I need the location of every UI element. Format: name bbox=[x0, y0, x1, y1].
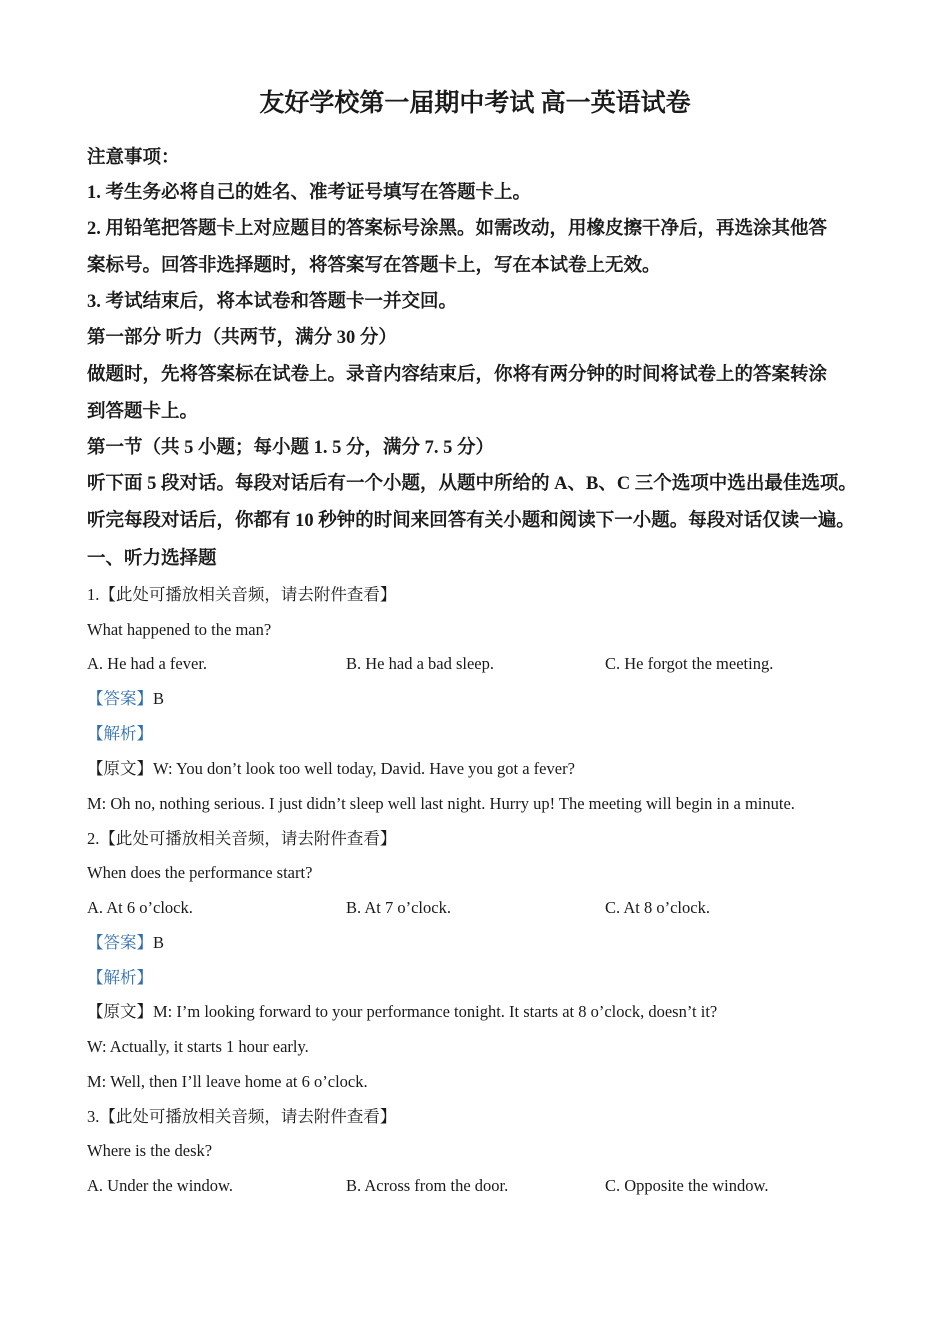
group-title: 一、听力选择题 bbox=[87, 549, 217, 569]
answer-label: 【答案】 bbox=[87, 689, 153, 708]
question-1-prompt: What happened to the man? bbox=[87, 620, 272, 639]
question-3-option-b: B. Across from the door. bbox=[346, 1176, 509, 1195]
original-label: 【原文】 bbox=[87, 1002, 153, 1021]
question-3-header bbox=[87, 1103, 396, 1131]
section1-instruction-line-1: 听下面 5 段对话。每段对话后有一个小题，从题中所给的 A、B、C 三个选项中选出最佳选项。 bbox=[87, 474, 857, 494]
question-1-transcript-line-1 bbox=[87, 755, 575, 783]
question-2-transcript-line-3: M: Well, then I’ll leave home at 6 o’clock. bbox=[87, 1072, 368, 1091]
question-1-header bbox=[87, 581, 396, 609]
notes-item-3: 3. 考试结束后，将本试卷和答题卡一并交回。 bbox=[87, 292, 458, 312]
question-2-header bbox=[87, 825, 396, 853]
transcript-text: M: I’m looking forward to your performance tonight. It starts at 8 o’clock, doesn’t it? bbox=[153, 1002, 718, 1021]
part1-heading: 第一部分 听力（共两节，满分 30 分） bbox=[87, 328, 397, 348]
question-number: 3. bbox=[87, 1107, 100, 1126]
notes-heading: 注意事项： bbox=[87, 148, 180, 168]
exam-title: 友好学校第一届期中考试 高一英语试卷 bbox=[259, 90, 691, 117]
question-1-analysis-label: 【解析】 bbox=[87, 724, 153, 743]
notes-item-1: 1. 考生务必将自己的姓名、准考证号填写在答题卡上。 bbox=[87, 183, 532, 203]
answer-value: B bbox=[153, 689, 165, 708]
question-2-prompt: When does the performance start? bbox=[87, 863, 313, 882]
question-number: 1. bbox=[87, 585, 100, 604]
transcript-text: W: You don’t look too well today, David. Have you got a fever? bbox=[153, 759, 575, 778]
question-1-transcript-line-2: M: Oh no, nothing serious. I just didn’t sleep well last night. Hurry up! The meeting will begin in a minute. bbox=[87, 794, 795, 813]
audio-note: 【此处可播放相关音频，请去附件查看】 bbox=[99, 585, 397, 604]
part1-instruction-line-2: 到答题卡上。 bbox=[87, 402, 199, 422]
question-1-answer bbox=[87, 685, 164, 713]
question-1-option-a: A. He had a fever. bbox=[87, 654, 208, 673]
audio-note: 【此处可播放相关音频，请去附件查看】 bbox=[99, 829, 397, 848]
answer-value: B bbox=[153, 933, 165, 952]
question-2-answer bbox=[87, 929, 164, 957]
question-2-transcript-line-2: W: Actually, it starts 1 hour early. bbox=[87, 1037, 309, 1056]
question-3-option-a: A. Under the window. bbox=[87, 1176, 234, 1195]
original-label: 【原文】 bbox=[87, 759, 153, 778]
notes-item-2-line-2: 案标号。回答非选择题时，将答案写在答题卡上，写在本试卷上无效。 bbox=[87, 256, 661, 276]
question-2-option-c: C. At 8 o’clock. bbox=[605, 898, 710, 917]
question-3-prompt: Where is the desk? bbox=[87, 1141, 213, 1160]
question-number: 2. bbox=[87, 829, 100, 848]
part1-instruction-line-1: 做题时，先将答案标在试卷上。录音内容结束后，你将有两分钟的时间将试卷上的答案转涂 bbox=[87, 365, 828, 385]
question-2-option-b: B. At 7 o’clock. bbox=[346, 898, 451, 917]
question-1-option-c: C. He forgot the meeting. bbox=[605, 654, 774, 673]
question-3-option-c: C. Opposite the window. bbox=[605, 1176, 769, 1195]
section1-heading: 第一节（共 5 小题；每小题 1. 5 分，满分 7. 5 分） bbox=[87, 438, 495, 458]
notes-item-2-line-1: 2. 用铅笔把答题卡上对应题目的答案标号涂黑。如需改动，用橡皮擦干净后，再选涂其他答 bbox=[87, 219, 828, 239]
section1-instruction-line-2: 听完每段对话后，你都有 10 秒钟的时间来回答有关小题和阅读下一小题。每段对话仅读一遍。 bbox=[87, 511, 855, 531]
question-1-option-b: B. He had a bad sleep. bbox=[346, 654, 494, 673]
audio-note: 【此处可播放相关音频，请去附件查看】 bbox=[99, 1107, 397, 1126]
question-2-option-a: A. At 6 o’clock. bbox=[87, 898, 193, 917]
question-2-transcript-line-1 bbox=[87, 998, 717, 1026]
question-2-analysis-label: 【解析】 bbox=[87, 968, 153, 987]
answer-label: 【答案】 bbox=[87, 933, 153, 952]
